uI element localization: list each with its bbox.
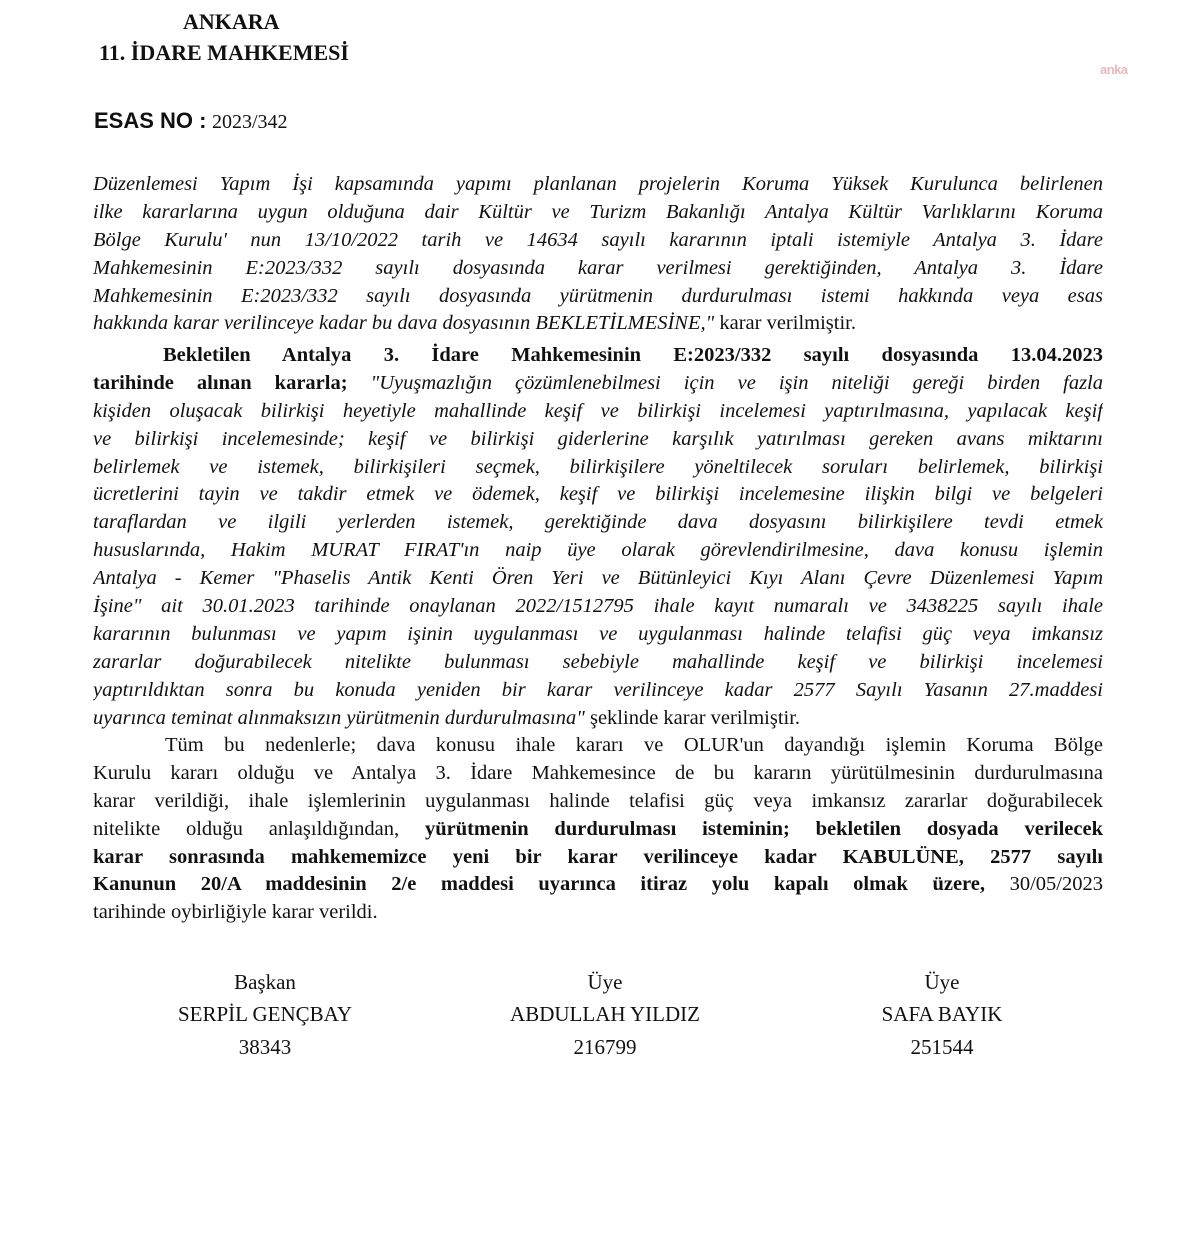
italic-text: belirlemek ve istemek, bilirkişileri seçmek, bilirkişilere yöneltilecek soruları belirlemek, bilirkişi xyxy=(93,455,1103,478)
text-line xyxy=(93,760,1103,788)
bold-text: Kanunun 20/A maddesinin 2/e maddesi uyarınca itiraz yolu kapalı olmak üzere, xyxy=(93,873,985,896)
text-line xyxy=(93,255,1103,283)
text-line xyxy=(93,899,1103,927)
text-line xyxy=(93,370,1103,398)
plain-text: Tüm bu nedenlerle; dava konusu ihale kararı ve OLUR'un dayandığı işlemin Koruma Bölge xyxy=(165,734,1103,756)
italic-text: hakkında karar verilinceye kadar bu dava dosyasının BEKLETİLMESİNE," xyxy=(93,312,715,335)
italic-text: ücretlerini tayin ve takdir etmek ve ödemek, keşif ve bilirkişi incelemesine ilişkin bilgi ve belgeleri xyxy=(93,483,1103,506)
signature-name: SAFA BAYIK xyxy=(881,1002,1003,1026)
case-number-label: ESAS NO : xyxy=(94,108,207,133)
case-number-value: 2023/342 xyxy=(211,111,288,133)
text-line xyxy=(93,871,1103,899)
text-line xyxy=(93,454,1103,482)
text-line xyxy=(93,310,1103,338)
italic-text: Mahkemesinin E:2023/332 sayılı dosyasında karar verilmesi gerektiğinden, Antalya 3. İdare xyxy=(93,256,1103,279)
signature-number: 38343 xyxy=(238,1035,292,1059)
signature-role: Üye xyxy=(924,970,960,994)
case-number xyxy=(94,108,288,134)
text-line xyxy=(93,732,1103,760)
text-line xyxy=(93,593,1103,621)
plain-text: 30/05/2023 xyxy=(985,873,1103,896)
signature-name: SERPİL GENÇBAY xyxy=(177,1002,353,1026)
bold-text: karar sonrasında mahkememizce yeni bir karar verilinceye kadar KABULÜNE, 2577 sayılı xyxy=(93,845,1103,868)
text-line xyxy=(93,398,1103,426)
plain-text: karar verildiği, ihale işlemlerinin uygulanması halinde telafisi güç veya imkansız zararlar doğurabilecek xyxy=(93,789,1103,812)
italic-text: kişiden oluşacak bilirkişi heyetiyle mahallinde keşif ve bilirkişi incelemesi yaptırılmasına, yapılacak keşif xyxy=(93,399,1103,422)
italic-text: İşine" ait 30.01.2023 tarihinde onaylanan 2022/1512795 ihale kayıt numaralı ve 3438225 sayılı ihale xyxy=(93,595,1103,618)
paragraph-prior-decision xyxy=(93,171,1103,338)
italic-text: Mahkemesinin E:2023/332 sayılı dosyasında yürütmenin durdurulması istemi hakkında veya esas xyxy=(93,284,1103,307)
signature-number: 216799 xyxy=(573,1035,637,1059)
italic-text: Antalya - Kemer "Phaselis Antik Kenti Ören Yeri ve Bütünleyici Kıyı Alanı Çevre Düzenlemesi Yapım xyxy=(93,567,1103,590)
italic-text: Düzenlemesi Yapım İşi kapsamında yapımı planlanan projelerin Koruma Yüksek Kurulunca belirlenen xyxy=(93,173,1103,195)
signature-president xyxy=(115,966,415,1063)
signature-number: 251544 xyxy=(910,1035,974,1059)
signature-member-2 xyxy=(792,966,1092,1063)
text-line xyxy=(93,283,1103,311)
text-line xyxy=(93,844,1103,872)
text-line xyxy=(93,342,1103,370)
plain-text: şeklinde karar verilmiştir. xyxy=(584,706,801,729)
text-line xyxy=(93,481,1103,509)
text-line xyxy=(93,788,1103,816)
italic-text: ilke kararlarına uygun olduğuna dair Kültür ve Turizm Bakanlığı Antalya Kültür Varlıklarını Koruma xyxy=(93,200,1103,223)
watermark-logo: anka xyxy=(1100,62,1128,77)
signature-name: ABDULLAH YILDIZ xyxy=(510,1002,700,1026)
italic-text: "Uyuşmazlığın çözümlenebilmesi için ve işin niteliği gereği birden fazla xyxy=(370,371,1103,394)
signature-role: Başkan xyxy=(234,970,296,994)
text-line xyxy=(93,705,1103,733)
court-city: ANKARA xyxy=(183,9,280,34)
paragraph-suspended-case xyxy=(93,342,1103,732)
plain-text: tarihinde oybirliğiyle karar verildi. xyxy=(93,901,378,924)
italic-text: ve bilirkişi incelemesinde; keşif ve bilirkişi giderlerine karşılık yatırılması gereken avans miktarını xyxy=(93,427,1103,450)
bold-text: tarihinde alınan kararla; xyxy=(93,371,371,394)
plain-text: nitelikte olduğu anlaşıldığından, xyxy=(93,817,425,840)
italic-text: yaptırıldıktan sonra bu konuda yeniden bir karar verilinceye kadar 2577 Sayılı Yasanın 27.maddesi xyxy=(93,678,1103,701)
italic-text: hususlarında, Hakim MURAT FIRAT'ın naip üye olarak görevlendirilmesine, dava konusu işlemin xyxy=(93,539,1103,562)
italic-text: zararlar doğurabilecek nitelikte bulunması sebebiyle mahallinde keşif ve bilirkişi incelemesi xyxy=(93,650,1103,673)
italic-text: uyarınca teminat alınmaksızın yürütmenin durdurulmasına" xyxy=(93,706,585,729)
text-line xyxy=(93,171,1103,199)
text-line xyxy=(93,677,1103,705)
text-line xyxy=(93,227,1103,255)
text-line xyxy=(93,426,1103,454)
paragraph-ruling xyxy=(93,732,1103,927)
text-line xyxy=(93,649,1103,677)
signature-member-1 xyxy=(455,966,755,1063)
court-name: 11. İDARE MAHKEMESİ xyxy=(99,40,349,65)
text-line xyxy=(93,621,1103,649)
italic-text: taraflardan ve ilgili yerlerden istemek, gerektiğinde dava dosyasını bilirkişilere tevdi etmek xyxy=(93,511,1103,534)
text-line xyxy=(93,537,1103,565)
bold-text: yürütmenin durdurulması isteminin; bekletilen dosyada verilecek xyxy=(424,817,1103,840)
plain-text: Kurulu kararı olduğu ve Antalya 3. İdare Mahkemesince de bu kararın yürütülmesinin durdurulmasına xyxy=(93,761,1103,784)
text-line xyxy=(93,509,1103,537)
text-line xyxy=(93,565,1103,593)
italic-text: kararının bulunması ve yapım işinin uygulanması ve uygulanması halinde telafisi güç veya imkansız xyxy=(93,622,1103,645)
italic-text: Bölge Kurulu' nun 13/10/2022 tarih ve 14634 sayılı kararının iptali istemiyle Antalya 3. İdare xyxy=(93,228,1103,251)
plain-text: karar verilmiştir. xyxy=(714,312,856,335)
text-line xyxy=(93,816,1103,844)
text-line xyxy=(93,199,1103,227)
bold-text: Bekletilen Antalya 3. İdare Mahkemesinin E:2023/332 sayılı dosyasında 13.04.2023 xyxy=(163,344,1103,366)
signature-role: Üye xyxy=(587,970,623,994)
